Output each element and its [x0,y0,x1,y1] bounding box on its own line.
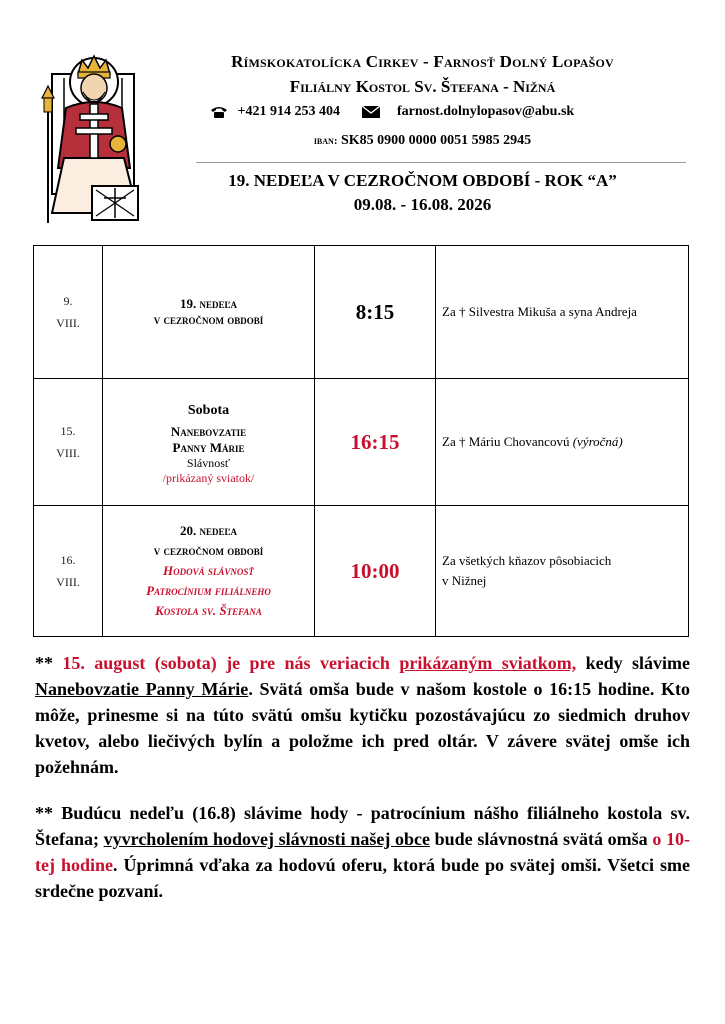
time-cell: 16:15 [315,379,436,506]
iban-line [160,133,685,149]
table-row [34,246,689,379]
date-cell: 15. VIII. [34,379,103,506]
day-cell: Sobota Nanebovzatie Panny Márie Slávnosť /prikázaný sviatok/ [103,379,315,506]
header-divider [196,162,686,163]
iban-label: iban: [313,135,338,147]
time-cell: 8:15 [315,246,436,379]
date-range: 09.08. - 16.08. 2026 [353,195,492,214]
iban-number: SK85 0900 0000 0051 5985 2945 [340,133,532,148]
email-link[interactable]: farnost.dolnylopasov@abu.sk [396,104,575,119]
intention-cell: Za † Silvestra Mikuša a syna Andreja [436,246,689,379]
date-cell: 16. VIII. [34,506,103,637]
contact-line [210,104,670,120]
time-cell: 10:00 [315,506,436,637]
parish-title: Rímskokatolícka Cirkev - Farnosť Dolný Lopašov [231,52,614,71]
church-title: Filiálny Kostol Sv. Štefana - Nižná [289,77,556,96]
date-cell: 9. VIII. [34,246,103,379]
saint-stephen-emblem [34,48,152,226]
intention-cell: Za všetkých kňazov pôsobiacich v Nižnej [436,506,689,637]
day-cell: 20. nedeľa v cezročnom období Hodová slávnosť Patrocínium filiálneho Kostola sv. Štefana [103,506,315,637]
week-title: 19. NEDEĽA V CEZROČNOM OBDOBÍ - ROK “A” [228,171,617,190]
mass-schedule-table [33,245,689,637]
day-cell: 19. nedeľa v cezročnom období [103,246,315,379]
envelope-icon [361,105,381,119]
table-row [34,506,689,637]
intention-cell: Za † Máriu Chovancovú (výročná) [436,379,689,506]
table-row [34,379,689,506]
announcement-feast: ** Budúcu nedeľu (16.8) slávime hody - patrocínium nášho filiálneho kostola sv. Štefana; vyvrcholením hodovej slávnosti našej obce bude slávnostná svätá omša o 10-tej hodine. Úprimná vďaka za hodovú oferu, ktorá bude po svätej omši. Všetci sme srdečne pozvaní. [35,803,691,901]
announcement-assumption: ** 15. august (sobota) je pre nás veriacich prikázaným sviatkom, kedy slávime Nanebovzatie Panny Márie. Svätá omša bude v našom kostole o 16:15 hodine. Kto môže, prinesme si na túto svätú omšu kytičku pozostávajúcu zo siedmich druhov kvetov, alebo liečivých bylín a položme ich pred oltár. V závere svätej omše ich požehnám. [35,653,691,777]
phone-number[interactable]: +421 914 253 404 [237,104,340,119]
phone-icon [210,105,228,119]
